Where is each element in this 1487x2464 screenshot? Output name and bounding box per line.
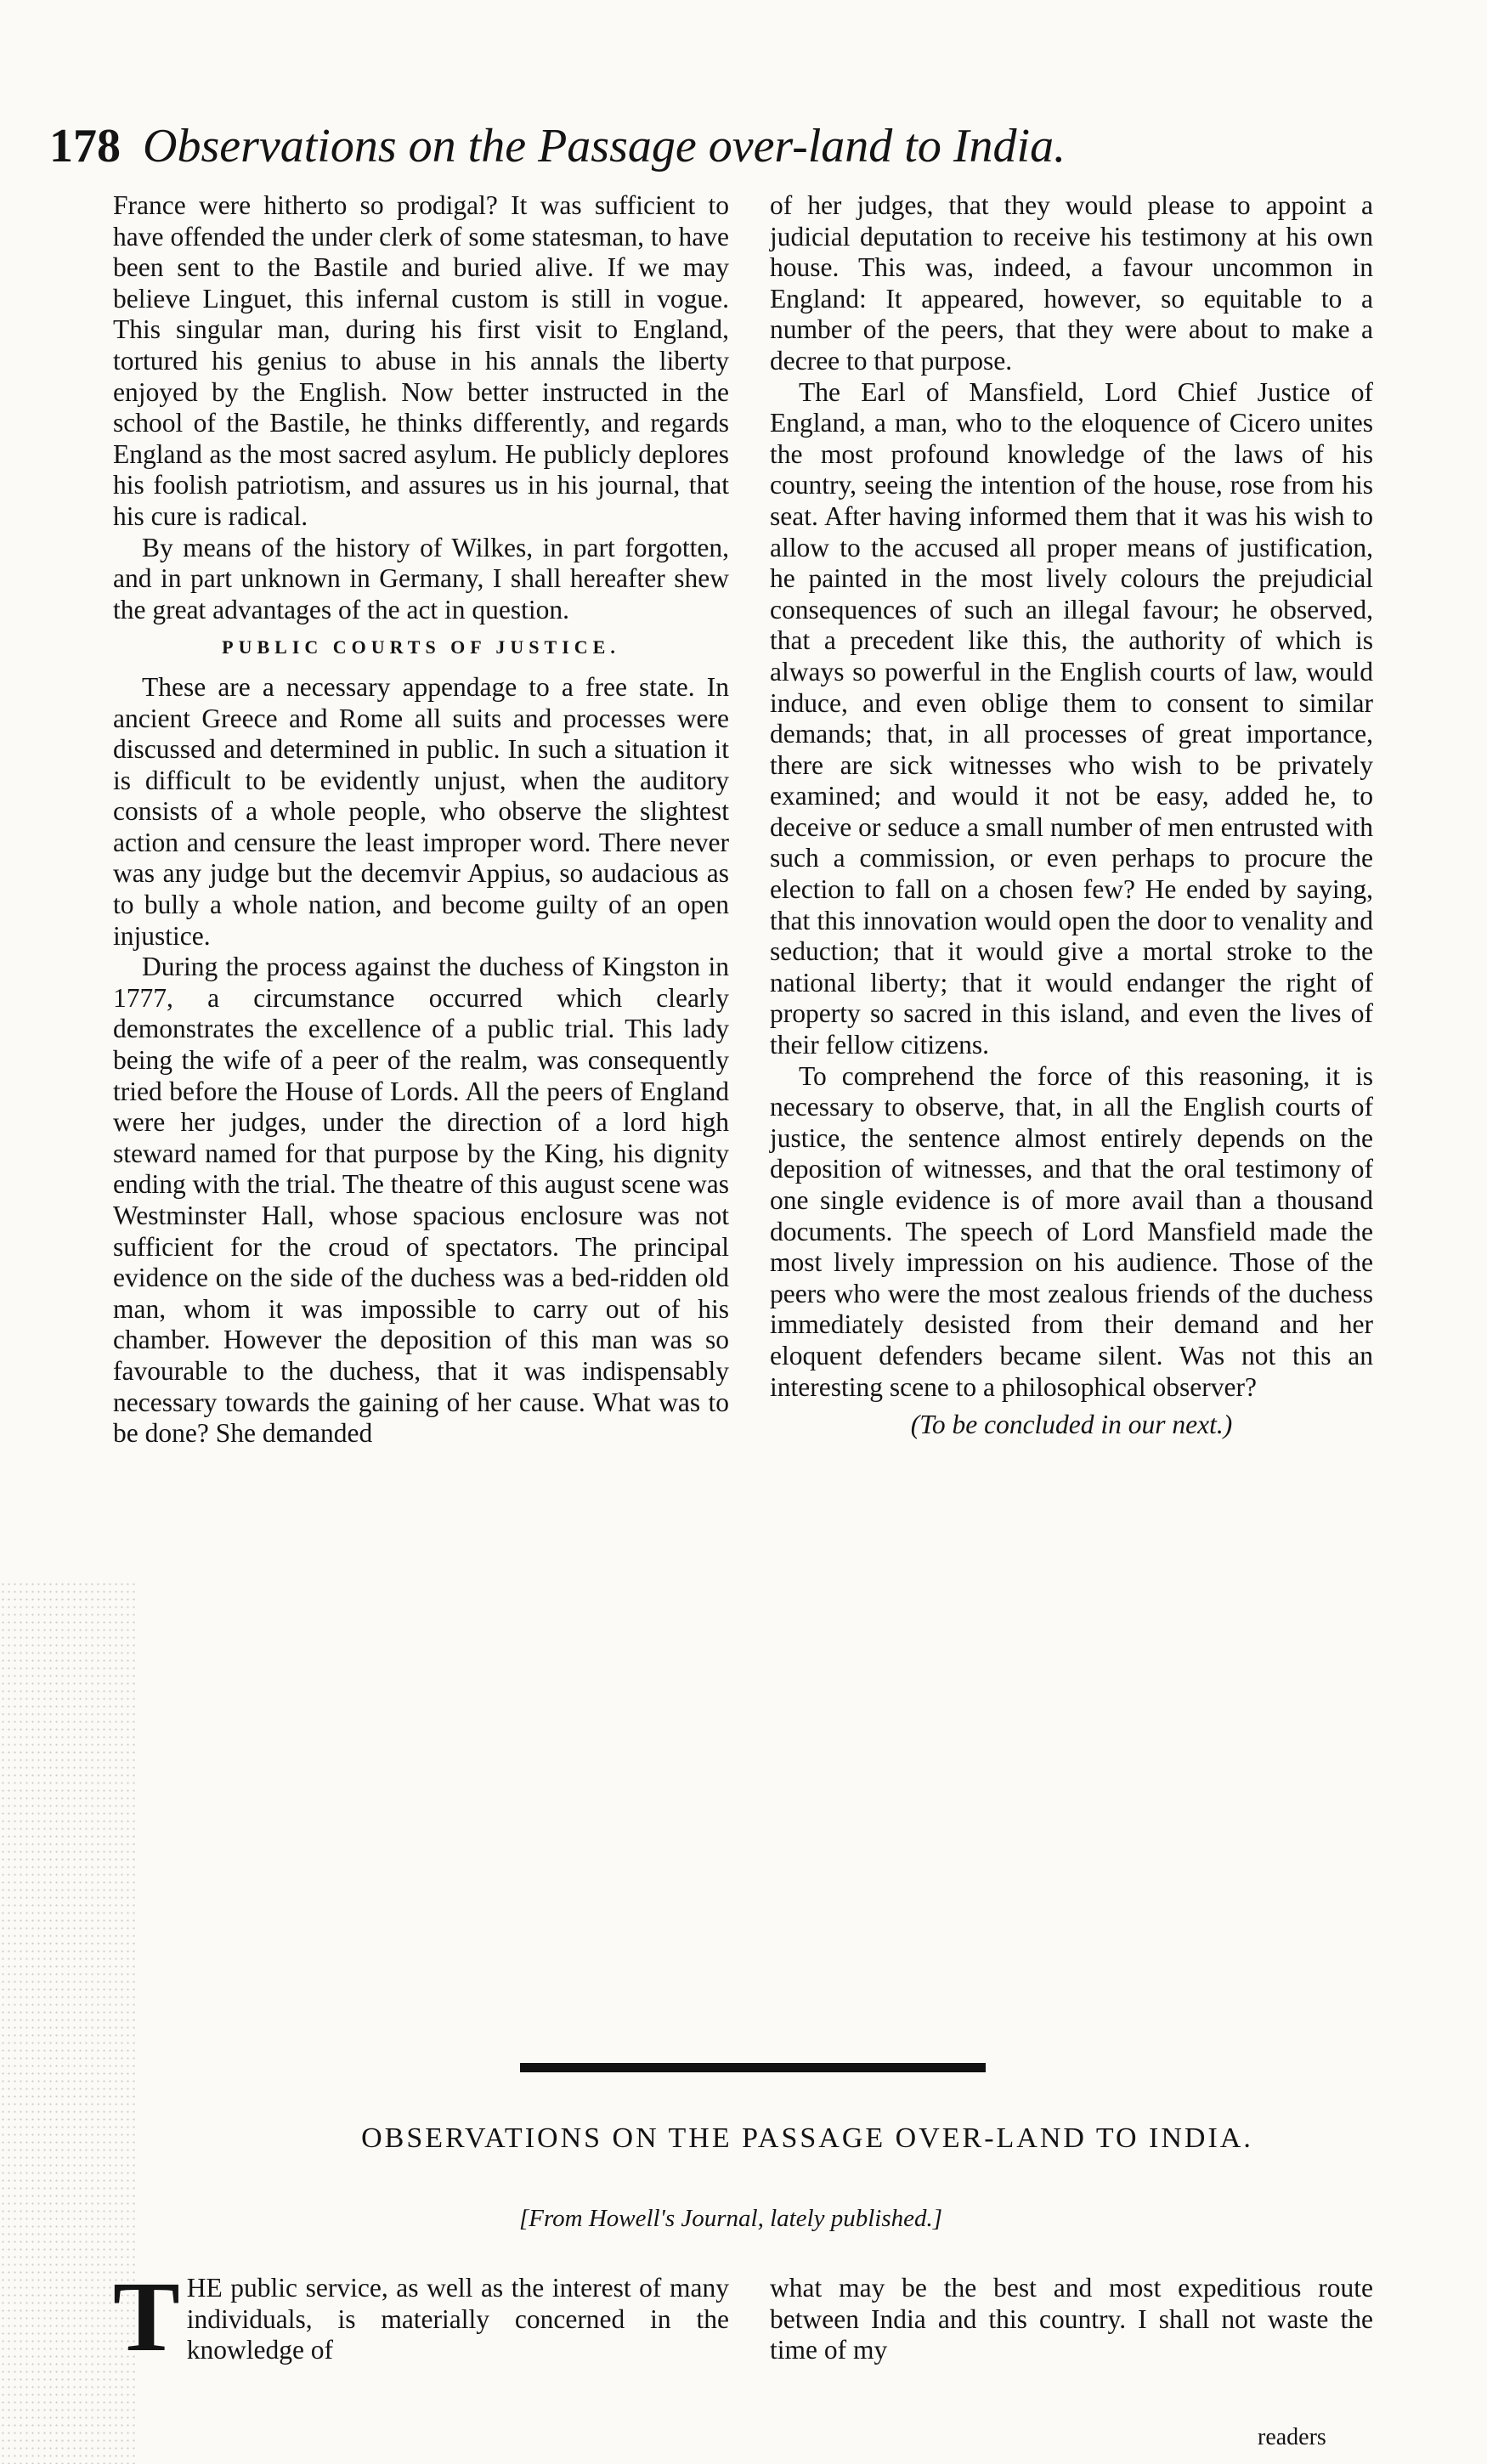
left-paragraph-3: These are a necessary appendage to a free state. In ancient Greece and Rome all suits and processes were discussed and determined in public. In such a situation it is difficult to be evidently unjust, when the auditory consists of a whole people, who observe the slightest action and censure the least improper word. There never was any judge but the decemvir Appius, so audacious as to bully a whole nation, and become guilty of an open injustice. — [113, 671, 729, 951]
section-divider — [520, 2063, 986, 2072]
right-paragraph-2: The Earl of Mansfield, Lord Chief Justice of England, a man, who to the eloquence of Cicero unites the most profound knowledge of the laws of his country, seeing the intention of the house, rose from his seat. After having informed them that it was his wish to allow to the accused all proper means of justification, he painted in the most lively colours the prejudicial consequences of such an illegal favour; he observed, that a precedent like this, the authority of which is always so powerful in the English courts of law, would induce, and even oblige them to consent to similar demands; that, in all processes of great importance, there are sick witnesses who wish to be privately examined; and would it not be easy, added he, to deceive or seduce a small number of men entrusted with such a commission, or even perhaps to procure the election to fall on a chosen few? He ended by saying, that this innovation would open the door to venality and seduction; that it would give a mortal stroke to the national liberty; that it would endanger the right of property so sacred in this island, and even the lives of their fellow citizens. — [770, 376, 1373, 1060]
article-opening-right — [770, 2273, 1373, 2366]
left-paragraph-2: By means of the history of Wilkes, in part forgotten, and in part unknown in Germany, I shall hereafter shew the great advantages of the act in question. — [113, 532, 729, 624]
left-paragraph-1: France were hitherto so prodigal? It was sufficient to have offended the under clerk of some statesman, to have been sent to the Bastile and buried alive. If we may believe Linguet, this infernal custom is still in vogue. This singular man, during his first visit to England, tortured his genius to abuse in his annals the liberty enjoyed by the English. Now better instructed in the school of the Bastile, he thinks differently, and regards England as the most sacred asylum. He publicly deplores his foolish patriotism, and assures us in his journal, that his cure is radical. — [113, 190, 729, 531]
opening-left-text: HE public service, as well as the interest of many individuals, is materially concerned in the knowledge of — [186, 2273, 729, 2365]
left-paragraph-4: During the process against the duchess of Kingston in 1777, a circumstance occurred which clearly demonstrates the excellence of a public trial. This lady being the wife of a peer of the realm, was consequently tried before the House of Lords. All the peers of England were her judges, under the direction of a lord high steward named for that purpose by the King, his dignity ending with the trial. The theatre of this august scene was Westminster Hall, whose spacious enclosure was not sufficient for the croud of spectators. The principal evidence on the side of the duchess was a bed-ridden old man, whom it was impossible to carry out of his chamber. However the deposition of this man was so favourable to the duchess, that it was indispensably necessary towards the gaining of her cause. What was to be done? She demanded — [113, 952, 729, 1449]
catchword: readers — [1258, 2424, 1326, 2450]
article-source: [From Howell's Journal, lately published.] — [518, 2205, 943, 2232]
page-number: 178 — [49, 120, 121, 172]
section-heading: PUBLIC COURTS OF JUSTICE. — [222, 636, 620, 658]
right-paragraph-1: of her judges, that they would please to appoint a judicial deputation to receive his testimony at his own house. This was, indeed, a favour uncommon in England: It appeared, however, so equitable to a number of the peers, that they were about to make a decree to that purpose. — [770, 190, 1373, 376]
left-column — [113, 190, 729, 1450]
article-title: OBSERVATIONS ON THE PASSAGE OVER-LAND TO INDIA. — [361, 2122, 1253, 2154]
running-head — [49, 112, 1375, 180]
running-title: Observations on the Passage over-land to India. — [143, 120, 1066, 172]
drop-cap: T — [113, 2261, 180, 2372]
right-column — [770, 190, 1373, 1441]
opening-right-text: what may be the best and most expeditious route between India and this country. I shall not waste the time of my — [770, 2273, 1373, 2365]
concluded-note: (To be concluded in our next.) — [910, 1410, 1233, 1440]
article-opening-left — [113, 2261, 729, 2372]
right-paragraph-3: To comprehend the force of this reasoning, it is necessary to observe, that, in all the English courts of justice, the sentence almost entirely depends on the deposition of witnesses, and that the oral testimony of one single evidence is of more avail than a thousand documents. The speech of Lord Mansfield made the most lively impression on his audience. Those of the peers who were the most zealous friends of the duchess immediately desisted from their demand and her eloquent defenders became silent. Was not this an interesting scene to a philosophical observer? — [770, 1060, 1373, 1402]
